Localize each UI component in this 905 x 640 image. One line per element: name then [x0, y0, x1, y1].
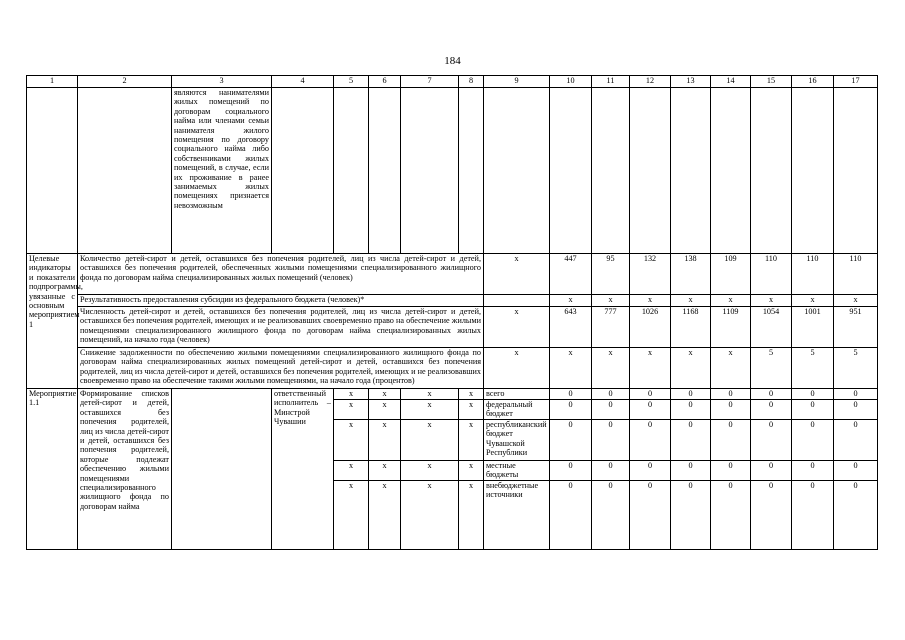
value-cell: x	[592, 348, 630, 389]
value-cell: 0	[792, 480, 834, 549]
value-cell: 0	[751, 460, 792, 480]
table-cell: x	[369, 400, 401, 420]
header-row	[27, 76, 878, 88]
value-cell: 0	[834, 400, 878, 420]
value-cell: x	[592, 295, 630, 307]
header-cell: 9	[484, 76, 550, 88]
value-cell: 138	[671, 254, 711, 295]
value-cell: 0	[711, 389, 751, 400]
funding-source: всего	[484, 389, 550, 400]
table-cell	[630, 88, 671, 254]
table-cell	[834, 88, 878, 254]
value-cell: x	[792, 295, 834, 307]
header-cell: 6	[369, 76, 401, 88]
indicator-row	[27, 295, 878, 307]
value-cell: 1026	[630, 307, 671, 348]
value-cell: 5	[792, 348, 834, 389]
table-cell: x	[484, 348, 550, 389]
value-cell: 447	[550, 254, 592, 295]
value-cell: 5	[751, 348, 792, 389]
table-cell	[484, 295, 550, 307]
table-cell	[671, 88, 711, 254]
measure-row	[27, 389, 878, 400]
table-cell	[27, 88, 78, 254]
header-cell: 12	[630, 76, 671, 88]
header-cell: 17	[834, 76, 878, 88]
value-cell: 1109	[711, 307, 751, 348]
table-cell: x	[334, 400, 369, 420]
table-cell: x	[401, 480, 459, 549]
value-cell: 0	[550, 389, 592, 400]
table-cell: x	[334, 480, 369, 549]
value-cell: 0	[550, 400, 592, 420]
table-cell: x	[334, 389, 369, 400]
table-cell: x	[369, 460, 401, 480]
value-cell: 0	[550, 480, 592, 549]
value-cell: 0	[671, 480, 711, 549]
table-cell	[78, 88, 172, 254]
value-cell: x	[671, 348, 711, 389]
value-cell: 110	[792, 254, 834, 295]
measure-description: Формирование списков детей-сирот и детей, оставшихся без попечения родителей, лиц из числа детей-сирот и детей, оставшихся без попечения родителей, которые подлежат обеспечению жилыми помещениями специализированного жилищного фонда по договорам найма	[78, 389, 172, 550]
value-cell: 0	[834, 419, 878, 460]
value-cell: x	[630, 295, 671, 307]
header-cell: 13	[671, 76, 711, 88]
value-cell: 0	[792, 400, 834, 420]
indicators-label: Целевые индикаторы и показатели подпрограммы, увязанные с основным мероприятием 1	[27, 254, 78, 389]
value-cell: x	[751, 295, 792, 307]
value-cell: 0	[550, 460, 592, 480]
value-cell: 132	[630, 254, 671, 295]
funding-source: федеральный бюджет	[484, 400, 550, 420]
value-cell: 1001	[792, 307, 834, 348]
table-cell	[272, 88, 334, 254]
value-cell: 5	[834, 348, 878, 389]
indicator-text: Численность детей-сирот и детей, оставшихся без попечения родителей, лиц из числа детей-сирот и детей, оставшихся без попечения родителей, имеющих и не реализовавших своевременно право на обеспечение жилыми помещениями специализированного жилищного фонда по договорам найма специализированных жилых помещений, на начало года (человек)	[78, 307, 484, 348]
table-cell: x	[459, 389, 484, 400]
table-cell: x	[459, 400, 484, 420]
value-cell: 0	[630, 460, 671, 480]
header-cell: 16	[792, 76, 834, 88]
value-cell: x	[834, 295, 878, 307]
table-cell	[334, 88, 369, 254]
header-cell: 3	[172, 76, 272, 88]
indicator-row	[27, 254, 878, 295]
value-cell: 777	[592, 307, 630, 348]
table-cell: x	[369, 389, 401, 400]
value-cell: 0	[711, 460, 751, 480]
value-cell: 0	[711, 419, 751, 460]
value-cell: 0	[792, 389, 834, 400]
table-cell: x	[459, 460, 484, 480]
funding-source: республиканский бюджет Чувашской Республики	[484, 419, 550, 460]
value-cell: 0	[592, 419, 630, 460]
value-cell: x	[550, 295, 592, 307]
header-cell: 11	[592, 76, 630, 88]
beneficiaries-text: являются нанимателями жилых помещений по договорам социального найма или членами семьи нанимателя жилого помещения по договору социального найма либо собственниками жилых помещений, в случае, если их проживание в ранее занимаемых жилых помещениях признается невозможным	[172, 88, 272, 254]
value-cell: 0	[550, 419, 592, 460]
table-cell: x	[459, 480, 484, 549]
table-cell: x	[369, 480, 401, 549]
program-table	[26, 75, 878, 550]
value-cell: 0	[834, 389, 878, 400]
table-cell	[369, 88, 401, 254]
header-cell: 14	[711, 76, 751, 88]
value-cell: 0	[671, 419, 711, 460]
continuation-row	[27, 88, 878, 254]
table-cell	[792, 88, 834, 254]
header-cell: 15	[751, 76, 792, 88]
value-cell: 0	[751, 480, 792, 549]
value-cell: x	[711, 295, 751, 307]
value-cell: 0	[592, 480, 630, 549]
value-cell: 0	[592, 460, 630, 480]
header-cell: 4	[272, 76, 334, 88]
table-cell	[401, 88, 459, 254]
page-number: 184	[444, 55, 461, 67]
header-cell: 8	[459, 76, 484, 88]
table-cell: x	[484, 254, 550, 295]
header-cell: 10	[550, 76, 592, 88]
value-cell: x	[671, 295, 711, 307]
indicator-text: Результативность предоставления субсидии из федерального бюджета (человек)*	[78, 295, 484, 307]
table-cell	[592, 88, 630, 254]
value-cell: 110	[751, 254, 792, 295]
value-cell: 0	[671, 400, 711, 420]
value-cell: 0	[792, 419, 834, 460]
value-cell: 0	[834, 480, 878, 549]
value-cell: 0	[592, 400, 630, 420]
indicator-row	[27, 348, 878, 389]
indicator-row	[27, 307, 878, 348]
value-cell: 0	[792, 460, 834, 480]
indicator-text: Снижение задолженности по обеспечению жилыми помещениями специализированного жилищного фонда по договорам найма специализированных жилых помещений детей-сирот и детей, оставшихся без попечения родителей, лиц из числа детей-сирот и детей, оставшихся без попечения родителей, имеющих и не реализовавших своевременно право на обеспечение такими жилыми помещениями, на начало года (процентов)	[78, 348, 484, 389]
value-cell: 109	[711, 254, 751, 295]
table-cell	[711, 88, 751, 254]
table-cell	[459, 88, 484, 254]
value-cell: 0	[630, 480, 671, 549]
value-cell: 0	[751, 419, 792, 460]
value-cell: 0	[630, 400, 671, 420]
value-cell: 0	[630, 419, 671, 460]
value-cell: 951	[834, 307, 878, 348]
value-cell: 1054	[751, 307, 792, 348]
value-cell: 0	[834, 460, 878, 480]
value-cell: 0	[711, 400, 751, 420]
table-cell: x	[334, 419, 369, 460]
table-cell	[172, 389, 272, 550]
table-cell: x	[459, 419, 484, 460]
value-cell: 110	[834, 254, 878, 295]
value-cell: x	[711, 348, 751, 389]
table-cell	[550, 88, 592, 254]
funding-source: местные бюджеты	[484, 460, 550, 480]
value-cell: 0	[751, 400, 792, 420]
header-cell: 5	[334, 76, 369, 88]
value-cell: x	[630, 348, 671, 389]
table-cell: x	[369, 419, 401, 460]
table-cell: x	[401, 460, 459, 480]
table-cell: x	[401, 389, 459, 400]
header-cell: 2	[78, 76, 172, 88]
measure-label: Мероприятие 1.1	[27, 389, 78, 550]
value-cell: 0	[671, 460, 711, 480]
value-cell: 0	[671, 389, 711, 400]
table-cell	[751, 88, 792, 254]
value-cell: 0	[711, 480, 751, 549]
table-cell	[484, 88, 550, 254]
value-cell: 0	[751, 389, 792, 400]
responsible-executor: ответственный исполнитель – Минстрой Чувашии	[272, 389, 334, 550]
header-cell: 1	[27, 76, 78, 88]
indicator-text: Количество детей-сирот и детей, оставшихся без попечения родителей, лиц из числа детей-сирот и детей, оставшихся без попечения родителей, обеспеченных жилыми помещениями специализированного жилищного фонда по договорам найма специализированных жилых помещений (человек)	[78, 254, 484, 295]
value-cell: x	[550, 348, 592, 389]
table-cell: x	[334, 460, 369, 480]
value-cell: 0	[630, 389, 671, 400]
funding-source: внебюджетные источники	[484, 480, 550, 549]
value-cell: 95	[592, 254, 630, 295]
header-cell: 7	[401, 76, 459, 88]
value-cell: 1168	[671, 307, 711, 348]
table-cell: x	[484, 307, 550, 348]
table-cell: x	[401, 400, 459, 420]
value-cell: 643	[550, 307, 592, 348]
table-cell: x	[401, 419, 459, 460]
value-cell: 0	[592, 389, 630, 400]
